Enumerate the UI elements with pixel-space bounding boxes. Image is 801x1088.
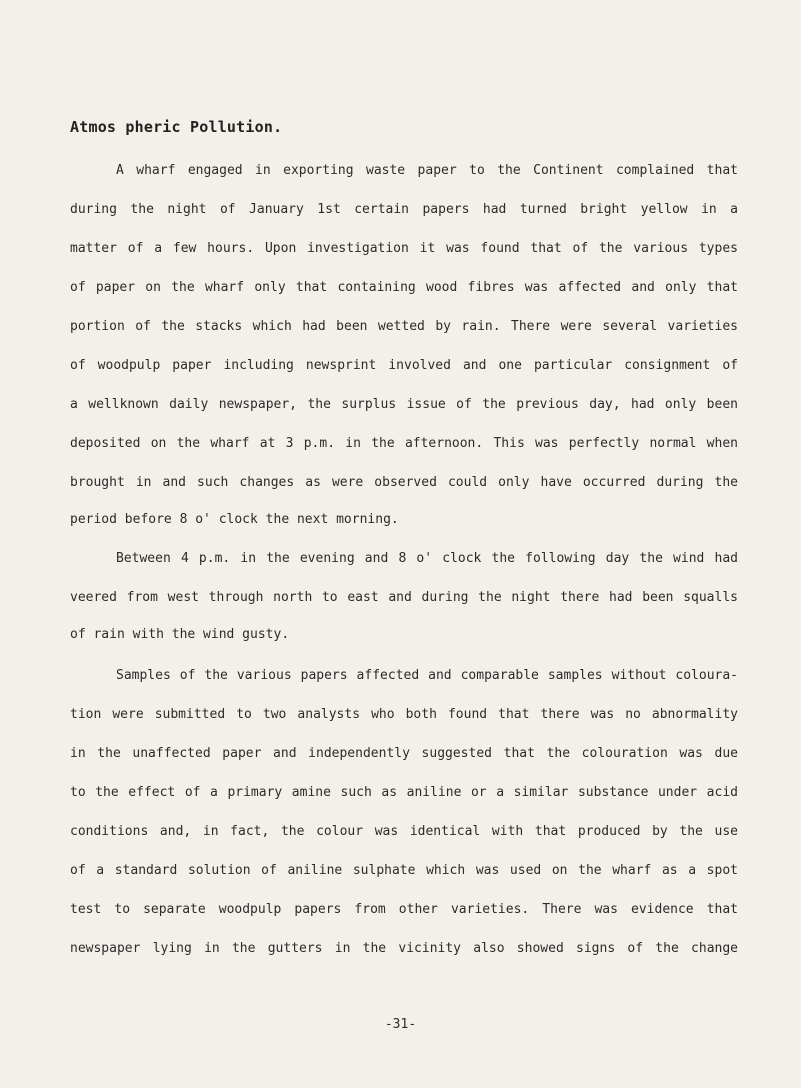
text-line: portion of the stacks which had been wetted by rain. There were several varieties	[70, 319, 738, 334]
text-line: Between 4 p.m. in the evening and 8 o' clock the following day the wind had	[116, 551, 738, 566]
text-line: in the unaffected paper and independently suggested that the colouration was due	[70, 746, 738, 761]
text-line: Samples of the various papers affected and comparable samples without coloura-	[116, 668, 738, 683]
text-line: of paper on the wharf only that containing wood fibres was affected and only that	[70, 280, 738, 295]
text-line: a wellknown daily newspaper, the surplus issue of the previous day, had only been	[70, 397, 738, 412]
text-line: conditions and, in fact, the colour was identical with that produced by the use	[70, 824, 738, 839]
text-line: test to separate woodpulp papers from other varieties. There was evidence that	[70, 902, 738, 917]
page-number: -31-	[384, 1017, 417, 1032]
text-line: of woodpulp paper including newsprint involved and one particular consignment of	[70, 358, 738, 373]
text-line: deposited on the wharf at 3 p.m. in the afternoon. This was perfectly normal when	[70, 436, 738, 451]
text-line: newspaper lying in the gutters in the vicinity also showed signs of the change	[70, 941, 738, 956]
text-line: period before 8 o' clock the next morning.	[70, 512, 399, 527]
text-line: A wharf engaged in exporting waste paper to the Continent complained that	[116, 163, 738, 178]
text-line: tion were submitted to two analysts who both found that there was no abnormality	[70, 707, 738, 722]
text-line: brought in and such changes as were observed could only have occurred during the	[70, 475, 738, 490]
text-line: matter of a few hours. Upon investigation it was found that of the various types	[70, 241, 738, 256]
text-line: to the effect of a primary amine such as aniline or a similar substance under acid	[70, 785, 738, 800]
text-line: veered from west through north to east and during the night there had been squalls	[70, 590, 738, 605]
text-line: during the night of January 1st certain papers had turned bright yellow in a	[70, 202, 738, 217]
section-heading: Atmos pheric Pollution.	[70, 118, 283, 136]
text-line: of rain with the wind gusty.	[70, 627, 290, 642]
text-line: of a standard solution of aniline sulphate which was used on the wharf as a spot	[70, 863, 738, 878]
